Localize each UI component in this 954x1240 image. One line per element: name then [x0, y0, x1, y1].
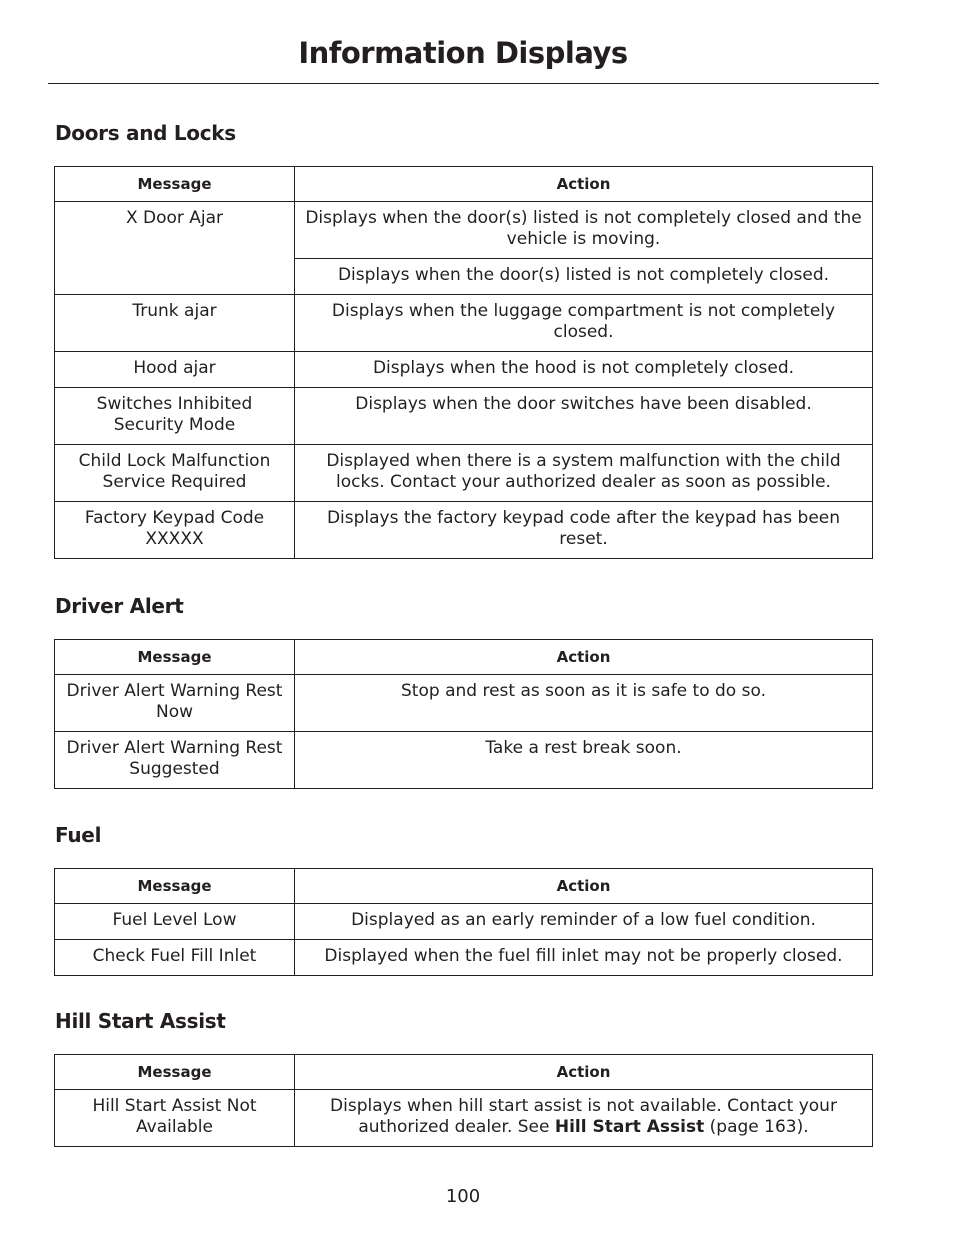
- action-cell: Displayed as an early reminder of a low fuel condition.: [295, 904, 873, 940]
- message-cell: Factory Keypad Code XXXXX: [55, 502, 295, 559]
- message-column-header: Message: [55, 167, 295, 202]
- section-heading-doors-and-locks: Doors and Locks: [55, 121, 236, 145]
- title-divider: [48, 83, 879, 84]
- message-cell: Trunk ajar: [55, 295, 295, 352]
- table-row: [55, 732, 873, 789]
- action-cell: Displays when the hood is not completely closed.: [295, 352, 873, 388]
- message-column-header: Message: [55, 869, 295, 904]
- fuel-table: [54, 868, 873, 976]
- message-cell: Check Fuel Fill Inlet: [55, 940, 295, 976]
- action-cell: Displays when the door(s) listed is not completely closed and the vehicle is moving.: [295, 202, 873, 259]
- driver-alert-table: [54, 639, 873, 789]
- message-cell: Hood ajar: [55, 352, 295, 388]
- action-column-header: Action: [295, 869, 873, 904]
- message-cell: Fuel Level Low: [55, 904, 295, 940]
- action-cell: Take a rest break soon.: [295, 732, 873, 789]
- message-cell: Hill Start Assist Not Available: [55, 1090, 295, 1147]
- page-title: Information Displays: [298, 36, 628, 70]
- table-row: [55, 940, 873, 976]
- table-header-row: [55, 640, 873, 675]
- table-header-row: [55, 1055, 873, 1090]
- message-cell: Child Lock Malfunction Service Required: [55, 445, 295, 502]
- action-cell: Stop and rest as soon as it is safe to do so.: [295, 675, 873, 732]
- cross-reference-link[interactable]: Hill Start Assist: [554, 1117, 705, 1137]
- message-column-header: Message: [55, 1055, 295, 1090]
- message-column-header: Message: [55, 640, 295, 675]
- table-row: [55, 1090, 873, 1147]
- table-row: [55, 352, 873, 388]
- table-header-row: [55, 167, 873, 202]
- section-heading-hill-start-assist: Hill Start Assist: [55, 1009, 226, 1033]
- action-cell: Displays when the door(s) listed is not completely closed.: [295, 259, 873, 295]
- table-row: [55, 675, 873, 732]
- table-row: [55, 904, 873, 940]
- message-cell: Switches Inhibited Security Mode: [55, 388, 295, 445]
- section-heading-driver-alert: Driver Alert: [55, 594, 184, 618]
- page-number: 100: [445, 1186, 481, 1207]
- hill-start-assist-table: [54, 1054, 873, 1147]
- message-cell: Driver Alert Warning Rest Suggested: [55, 732, 295, 789]
- section-heading-fuel: Fuel: [55, 823, 102, 847]
- message-cell: Driver Alert Warning Rest Now: [55, 675, 295, 732]
- table-header-row: [55, 869, 873, 904]
- table-row: [55, 295, 873, 352]
- action-column-header: Action: [295, 640, 873, 675]
- action-cell: Displayed when the fuel fill inlet may not be properly closed.: [295, 940, 873, 976]
- table-row: [55, 445, 873, 502]
- action-cell: Displayed when there is a system malfunction with the child locks. Contact your authorized dealer as soon as possible.: [295, 445, 873, 502]
- doors-and-locks-table: [54, 166, 873, 559]
- message-cell: X Door Ajar: [55, 202, 295, 295]
- table-row: [55, 388, 873, 445]
- action-text: Displays when hill start assist is not available. Contact your authorized dealer. See: [330, 1096, 837, 1137]
- action-cell: [295, 1090, 873, 1147]
- page-reference: (page 163).: [709, 1117, 809, 1137]
- action-cell: Displays when the door switches have been disabled.: [295, 388, 873, 445]
- action-cell: Displays the factory keypad code after the keypad has been reset.: [295, 502, 873, 559]
- action-cell: Displays when the luggage compartment is not completely closed.: [295, 295, 873, 352]
- action-column-header: Action: [295, 167, 873, 202]
- action-column-header: Action: [295, 1055, 873, 1090]
- table-row: [55, 502, 873, 559]
- table-row: [55, 202, 873, 259]
